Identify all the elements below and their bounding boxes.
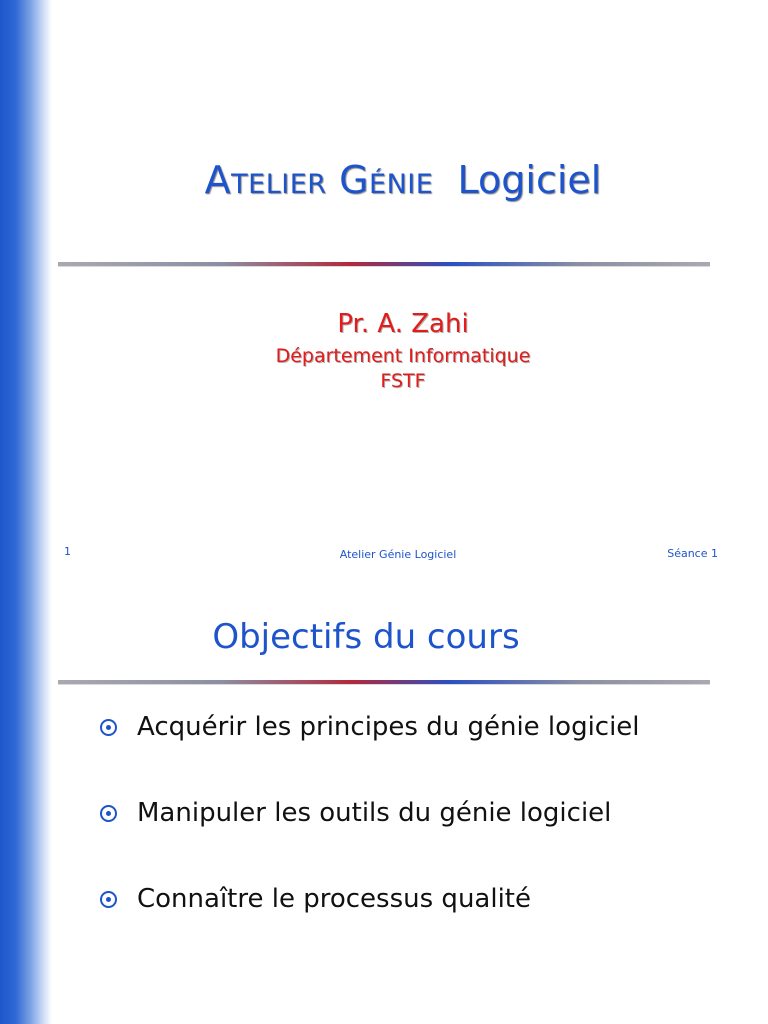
- objectives-slide: [0, 590, 768, 1024]
- circled-dot-bullet-icon: [100, 891, 117, 908]
- slide-title-small-caps: Atelier Génie: [204, 158, 434, 202]
- objective-item: [100, 712, 640, 742]
- objective-item: [100, 884, 531, 914]
- heading-divider: [58, 680, 710, 684]
- footer-page-number: 1: [64, 545, 71, 558]
- title-divider: [58, 262, 710, 266]
- author-name: Pr. A. Zahi: [337, 309, 469, 339]
- footer-course-title: Atelier Génie Logiciel: [339, 548, 457, 561]
- objective-text: Manipuler les outils du génie logiciel: [137, 798, 612, 828]
- slide-heading: Objectifs du cours: [212, 617, 520, 657]
- circled-dot-bullet-icon: [100, 719, 117, 736]
- objective-item: [100, 798, 611, 828]
- slide-title: [58, 158, 748, 202]
- objective-text: Acquérir les principes du génie logiciel: [137, 712, 640, 742]
- footer-session: Séance 1: [667, 547, 718, 560]
- side-gradient-band: [0, 0, 52, 590]
- slide-title-logiciel: Logiciel: [457, 158, 602, 202]
- side-gradient-band: [0, 590, 52, 1024]
- circled-dot-bullet-icon: [100, 805, 117, 822]
- author-faculty: FSTF: [380, 370, 426, 392]
- objective-text: Connaître le processus qualité: [137, 884, 531, 914]
- author-department: Département Informatique: [275, 345, 531, 367]
